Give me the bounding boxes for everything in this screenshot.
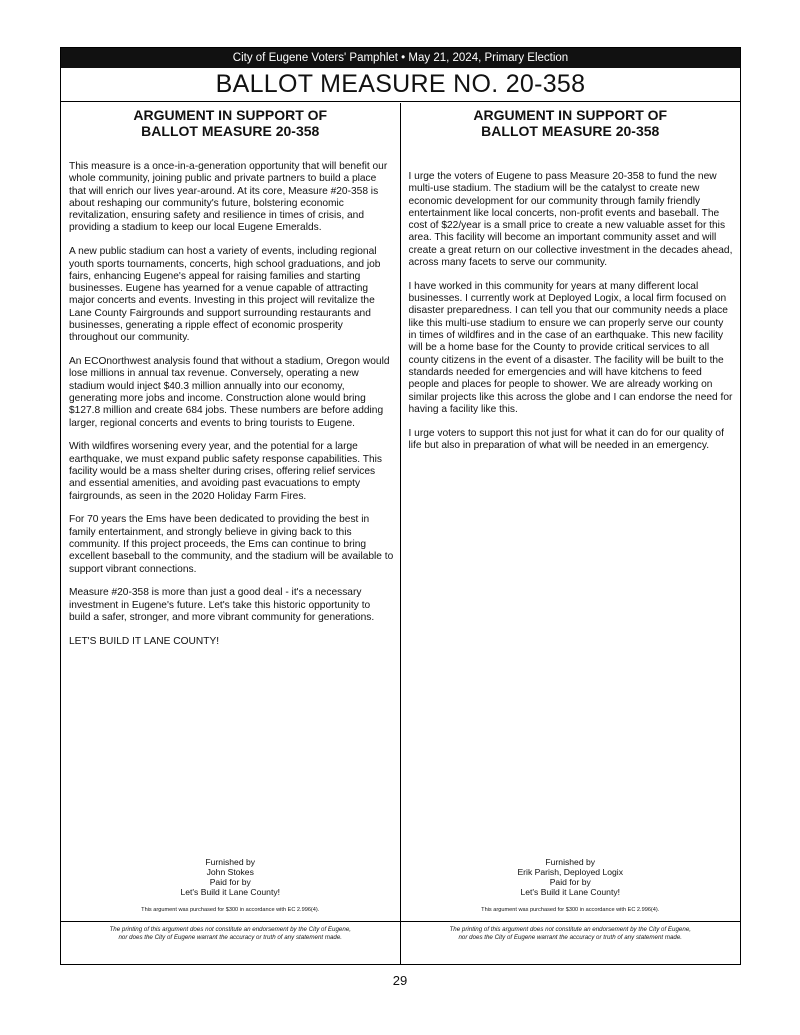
disclaimer: [61, 921, 400, 964]
furnished-name: John Stokes: [206, 867, 254, 877]
argument-left: [61, 103, 401, 964]
argument-body: [69, 161, 394, 660]
purchase-note: This argument was purchased for $300 in accordance with EC 2.996(4).: [481, 907, 660, 913]
argument-paragraph: I urge the voters of Eugene to pass Measure 20-358 to fund the new multi-use stadium. The stadium will be the catalyst to create new economic development for our community through family friendly entertainment like local concerts, non-profit events and baseball. The cost of $22/year is a small price to create a new valuable asset for this area. This facility will become an important community asset and will create a great return on our collective investment in the decades ahead, across many facets to serve our community.: [408, 171, 733, 269]
argument-paragraph: An ECOnorthwest analysis found that without a stadium, Oregon would lose millions in annual tax revenue. Conversely, operating a new stadium would inject $40.3 million annually into our economy, generating more jobs and income. Construction alone would bring $127.8 million and create 684 jobs. These numbers are before adding larger, regional concerts and events to bring tourists to Eugene.: [69, 356, 390, 429]
argument-paragraph: Measure #20-358 is more than just a good deal - it's a necessary investment in Eugene's future. Let's take this historic opportunity to build a safer, stronger, and more vibrant community for generations.: [69, 587, 375, 623]
disclaimer-line: The printing of this argument does not constitute an endorsement by the City of Eugene,: [109, 926, 351, 933]
argument-right: [401, 103, 741, 964]
paid-label: Paid for by: [209, 877, 251, 887]
pamphlet-banner: City of Eugene Voters' Pamphlet • May 21, 2024, Primary Election: [61, 48, 740, 68]
pamphlet-page: [60, 47, 741, 965]
argument-paragraph: A new public stadium can host a variety of events, including regional youth sports tournaments, concerts, high school graduations, and job fairs, enhancing Eugene's appeal for raising families and starting businesses. Eugene has yearned for a venue capable of attracting major concerts and events. Investing in this project will revitalize the Lane County Fairgrounds and support surrounding restaurants and businesses, generating a ripple effect of economic prosperity throughout our community.: [69, 246, 381, 344]
furnished-label: Furnished by: [545, 857, 596, 867]
disclaimer-line: nor does the City of Eugene warrant the accuracy or truth of any statement made.: [458, 934, 683, 941]
heading-line: BALLOT MEASURE 20-358: [141, 123, 320, 139]
paid-label: Paid for by: [549, 877, 591, 887]
argument-heading: [401, 107, 741, 139]
sponsor-block: [401, 857, 741, 897]
disclaimer: [401, 921, 741, 964]
argument-paragraph: I urge voters to support this not just for what it can do for our quality of life but also in preparation of what will be needed in an emergency.: [408, 427, 724, 451]
measure-title: BALLOT MEASURE NO. 20-358: [61, 68, 740, 102]
disclaimer-line: The printing of this argument does not constitute an endorsement by the City of Eugene,: [449, 926, 691, 933]
argument-paragraph: This measure is a once-in-a-generation opportunity that will benefit our whole community, joining public and private partners to build a place that will enrich our lives year-around. At its core, Measure #20-358 is about reshaping our community's future, bolstering economic revitalization, ensuring safety and resilience in times of crisis, and providing a stadium to keep our local Eugene Emeralds.: [69, 161, 388, 234]
heading-line: ARGUMENT IN SUPPORT OF: [473, 107, 668, 123]
argument-paragraph: For 70 years the Ems have been dedicated to providing the best in family entertainment, and strongly believe in giving back to this community. If this project proceeds, the Ems can continue to bring excellent baseball to the community, and the stadium will be available to support vibrant connections.: [69, 514, 394, 575]
argument-paragraph: LET'S BUILD IT LANE COUNTY!: [69, 635, 220, 647]
furnished-name: Erik Parish, Deployed Logix: [517, 867, 624, 877]
argument-body: [409, 171, 735, 464]
disclaimer-line: nor does the City of Eugene warrant the accuracy or truth of any statement made.: [118, 934, 343, 941]
purchase-note: This argument was purchased for $300 in accordance with EC 2.996(4).: [141, 907, 320, 913]
heading-line: ARGUMENT IN SUPPORT OF: [133, 107, 328, 123]
furnished-label: Furnished by: [205, 857, 256, 867]
paid-name: Let's Build it Lane County!: [180, 887, 281, 897]
page-number: 29: [392, 973, 408, 988]
argument-paragraph: With wildfires worsening every year, and the potential for a large earthquake, we must expand public safety response capabilities. This facility would be a mass shelter during crises, offering relief services and essential amenities, and avoiding past evacuations to empty fairgrounds, as seen in the 2020 Holiday Farm Fires.: [69, 441, 382, 502]
sponsor-block: [61, 857, 400, 897]
heading-line: BALLOT MEASURE 20-358: [481, 123, 660, 139]
argument-paragraph: I have worked in this community for years at many different local businesses. I currently work at Deployed Logix, a local firm focused on disaster preparedness. I can tell you that our community needs a place like this multi-use stadium to ensure we can properly serve our county in times of wildfires and in the case of an earthquake. This new facility will be a home base for the County to provide critical services to all county citizens in the event of a disaster. The facility will be built to the standards needed for emergencies and will have kitchens to feed people and places for people to shower. We are already working on similar projects like this across the globe and I can endorse the need for having a facility like this.: [408, 280, 733, 415]
argument-heading: [61, 107, 400, 139]
paid-name: Let's Build it Lane County!: [520, 887, 621, 897]
argument-columns: [61, 103, 740, 964]
